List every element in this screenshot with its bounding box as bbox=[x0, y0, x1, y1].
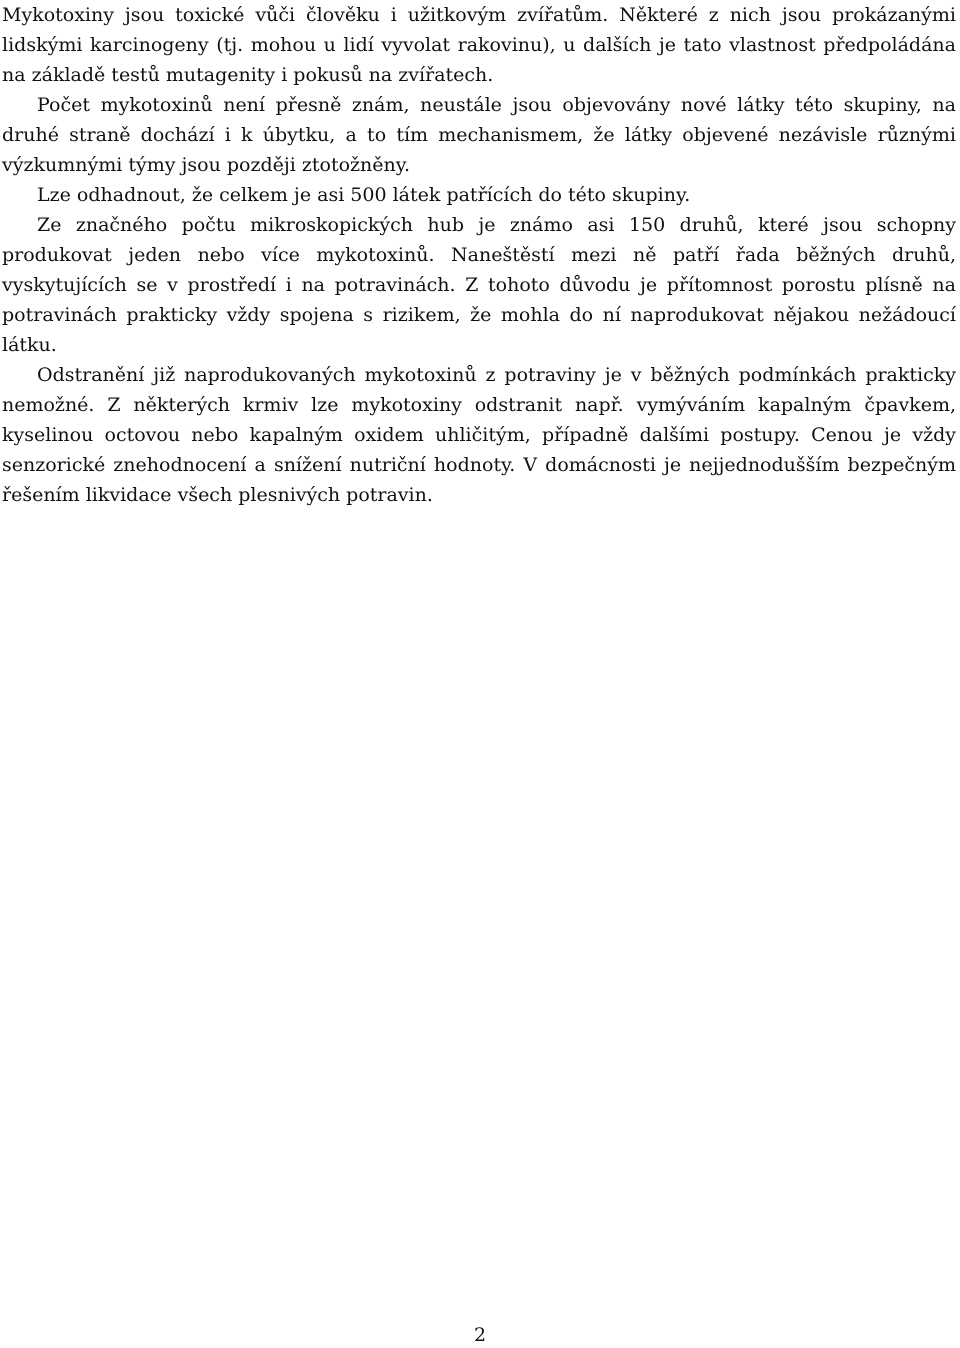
paragraph-mycotoxin-count: Počet mykotoxinů není přesně znám, neustále jsou objevovány nové látky této skupiny, na druhé straně dochází i k úbytku, a to tím mechanismem, že látky objevené nezávisle různými výzkumnými týmy jsou později ztotožněny. bbox=[2, 94, 956, 176]
paragraph-removal: Odstranění již naprodukovaných mykotoxinů z potraviny je v běžných podmínkách prakticky nemožné. Z některých krmiv lze mykotoxiny odstranit např. vymýváním kapalným čpavkem, kyselinou octovou nebo kapalným oxidem uhličitým, případně dalšími postupy. Cenou je vždy senzorické znehodnocení a snížení nutriční hodnoty. V domácnosti je nejjednodušším bezpečným řešením likvidace všech plesnivých potravin. bbox=[2, 364, 956, 506]
paragraph-mycotoxin-toxicity: Mykotoxiny jsou toxické vůči člověku i užitkovým zvířatům. Některé z nich jsou prokázanými lidskými karcinogeny (tj. mohou u lidí vyvolat rakovinu), u dalších je tato vlastnost předpoládána na základě testů mutagenity i pokusů na zvířatech. bbox=[2, 4, 956, 86]
paragraph-fungi-species: Ze značného počtu mikroskopických hub je známo asi 150 druhů, které jsou schopny produkovat jeden nebo více mykotoxinů. Naneštěstí mezi ně patří řada běžných druhů, vyskytujících se v prostředí i na potravinách. Z tohoto důvodu je přítomnost porostu plísně na potravinách prakticky vždy spojena s rizikem, že mohla do ní naprodukovat nějakou nežádoucí látku. bbox=[2, 214, 956, 356]
page-number: 2 bbox=[473, 1324, 487, 1346]
paragraph-estimate: Lze odhadnout, že celkem je asi 500 látek patřících do této skupiny. bbox=[37, 184, 691, 206]
document-body bbox=[2, 0, 956, 510]
